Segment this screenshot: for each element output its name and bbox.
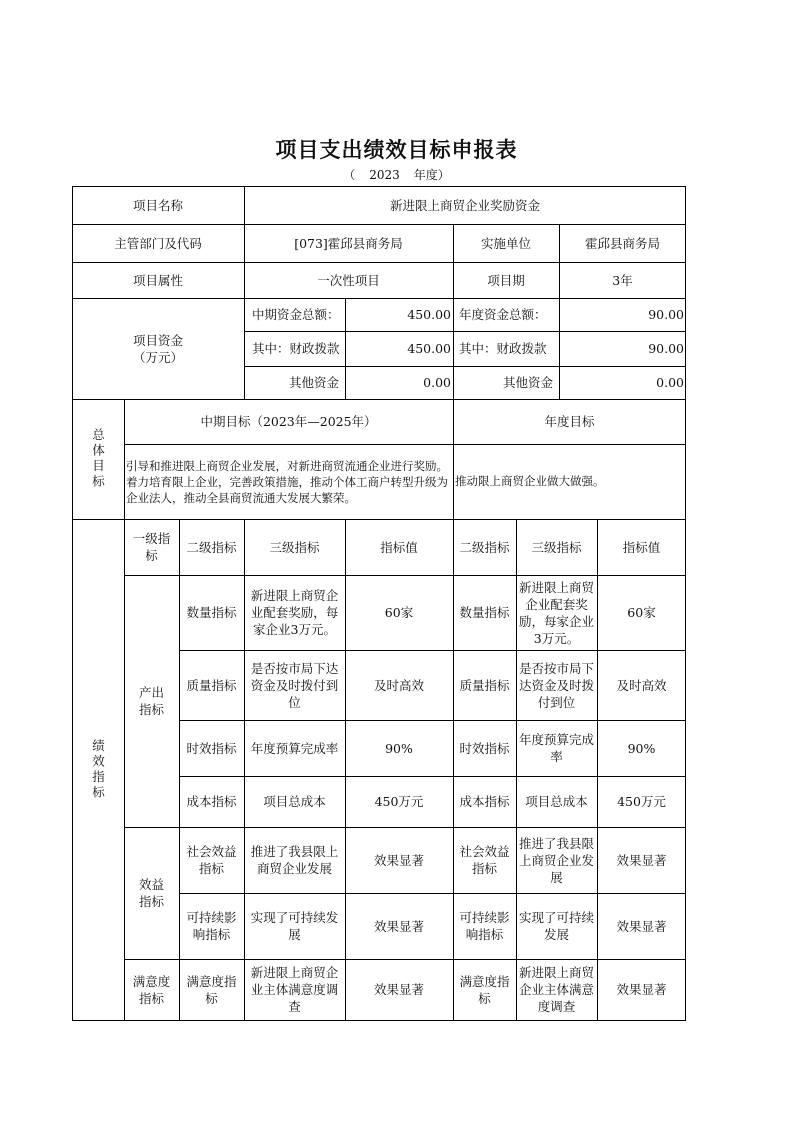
row-social-valueb: 效果显著 <box>616 852 667 868</box>
header-lvl3b: 三级指标 <box>531 539 582 555</box>
year-suffix: 年度） <box>413 168 450 182</box>
row-timeliness-valueb: 90% <box>627 740 656 756</box>
perf-label <box>72 519 124 1020</box>
row-satisfaction-l2: 满意度指标 <box>186 973 237 1006</box>
group-output: 产出指标 <box>138 685 164 717</box>
row-satisfaction-valueb: 效果显著 <box>616 982 667 997</box>
group-benefit: 效益指标 <box>138 877 164 909</box>
row-sustain-valueb: 效果显著 <box>616 918 667 934</box>
mid-other-value: 0.00 <box>423 375 451 390</box>
row-quality-l3b: 是否按市局下达资金及时拨付到位 <box>519 660 595 710</box>
annual-other-label: 其他资金 <box>502 375 553 390</box>
row-satisfaction-l2b: 满意度指标 <box>459 973 510 1006</box>
row-quantity-l3: 新进限上商贸企业配套奖励，每家企业3万元。 <box>250 588 339 637</box>
row-quality-value: 及时高效 <box>373 677 424 693</box>
row-timeliness-value: 90% <box>385 740 413 756</box>
row-quantity-value: 60家 <box>384 605 414 620</box>
annual-total-label: 年度资金总额： <box>459 307 547 322</box>
row-sustain-l3b: 实现了可持续发展 <box>519 910 595 942</box>
row-cost-l3: 项目总成本 <box>263 794 326 809</box>
mid-total-value: 450.00 <box>407 307 451 322</box>
form-title: 项目支出绩效目标申报表 <box>275 137 518 162</box>
row-cost-l2: 成本指标 <box>186 794 237 809</box>
annual-goal-text: 推动限上商贸企业做大做强。 <box>455 474 605 488</box>
goals-label-text: 总体目标 <box>90 428 106 490</box>
mid-fiscal-value: 450.00 <box>407 341 451 356</box>
dept-label: 主管部门及代码 <box>114 235 202 251</box>
annual-goal-header: 年度目标 <box>544 414 595 429</box>
row-sustain-l3: 实现了可持续发展 <box>250 910 339 942</box>
row-sustain-l2b: 可持续影响指标 <box>459 910 510 942</box>
group-satisfaction: 满意度指标 <box>132 973 171 1006</box>
mid-fiscal-label: 其中：财政拨款 <box>252 341 340 356</box>
row-cost-value: 450万元 <box>374 794 424 809</box>
row-timeliness-l3b: 年度预算完成率 <box>519 732 595 764</box>
header-value: 指标值 <box>380 539 418 555</box>
period-label: 项目期 <box>487 272 525 288</box>
row-quantity-l2b: 数量指标 <box>459 605 510 620</box>
row-quantity-valueb: 60家 <box>627 605 656 620</box>
annual-other-value: 0.00 <box>656 375 684 390</box>
annual-fiscal-value: 90.00 <box>648 341 684 356</box>
attr-value: 一次性项目 <box>317 272 380 288</box>
row-satisfaction-l3b: 新进限上商贸企业主体满意度调查 <box>519 965 595 1014</box>
row-quality-l2b: 质量指标 <box>459 677 510 693</box>
mid-total-label: 中期资金总额： <box>252 307 340 322</box>
mid-goal-header: 中期目标（2023年—2025年） <box>200 414 377 429</box>
row-sustain-l2: 可持续影响指标 <box>186 910 237 942</box>
row-sustain-value: 效果显著 <box>373 918 424 934</box>
dept-value: [073]霍邱县商务局 <box>294 235 403 251</box>
project-name-label: 项目名称 <box>132 197 183 213</box>
row-timeliness-l2: 时效指标 <box>186 740 237 756</box>
row-cost-l2b: 成本指标 <box>459 794 510 809</box>
row-quality-valueb: 及时高效 <box>616 677 667 693</box>
header-lvl2: 二级指标 <box>186 539 237 555</box>
year-value: 2023 <box>369 168 400 182</box>
annual-fiscal-label: 其中：财政拨款 <box>459 341 547 356</box>
header-lvl3: 三级指标 <box>269 539 320 555</box>
funds-label: 项目资金 （万元） <box>132 332 183 365</box>
row-satisfaction-value: 效果显著 <box>373 982 424 997</box>
annual-total-value: 90.00 <box>648 307 684 322</box>
row-social-value: 效果显著 <box>373 852 424 868</box>
row-quality-l2: 质量指标 <box>186 677 237 693</box>
row-social-l2: 社会效益指标 <box>186 844 237 876</box>
row-cost-l3b: 项目总成本 <box>525 794 588 809</box>
period-value: 3年 <box>612 272 633 288</box>
row-quality-l3: 是否按市局下达资金及时拨付到位 <box>250 660 339 710</box>
year-prefix: （ <box>343 168 356 182</box>
row-social-l2b: 社会效益指标 <box>459 844 510 876</box>
row-quantity-l2: 数量指标 <box>186 605 237 620</box>
row-timeliness-l2b: 时效指标 <box>459 740 510 756</box>
mid-other-label: 其他资金 <box>288 375 339 390</box>
header-lvl1: 一级指标 <box>132 531 171 563</box>
row-satisfaction-l3: 新进限上商贸企业主体满意度调查 <box>250 965 339 1014</box>
row-timeliness-l3: 年度预算完成率 <box>250 740 339 756</box>
row-quantity-l3b: 新进限上商贸企业配套奖励，每家企业3万元。 <box>519 579 595 646</box>
impl-unit-value: 霍邱县商务局 <box>584 235 660 251</box>
attr-label: 项目属性 <box>132 272 183 288</box>
mid-goal-text: 引导和推进限上商贸企业发展，对新进商贸流通企业进行奖励。着力培育限上企业，完善政策措施，推动个体工商户转型升级为企业法人，推动全县商贸流通大发展大繁荣。 <box>126 458 448 505</box>
project-name-value: 新进限上商贸企业奖励资金 <box>389 197 540 213</box>
row-social-l3: 推进了我县限上商贸企业发展 <box>250 844 339 876</box>
row-social-l3b: 推进了我县限上商贸企业发展 <box>519 835 595 885</box>
header-lvl2b: 二级指标 <box>459 539 510 555</box>
goals-label <box>72 399 124 519</box>
row-cost-valueb: 450万元 <box>617 794 666 809</box>
impl-unit-label: 实施单位 <box>480 235 531 251</box>
header-valueb: 指标值 <box>622 539 661 555</box>
perf-label-text: 绩效指标 <box>90 738 106 801</box>
